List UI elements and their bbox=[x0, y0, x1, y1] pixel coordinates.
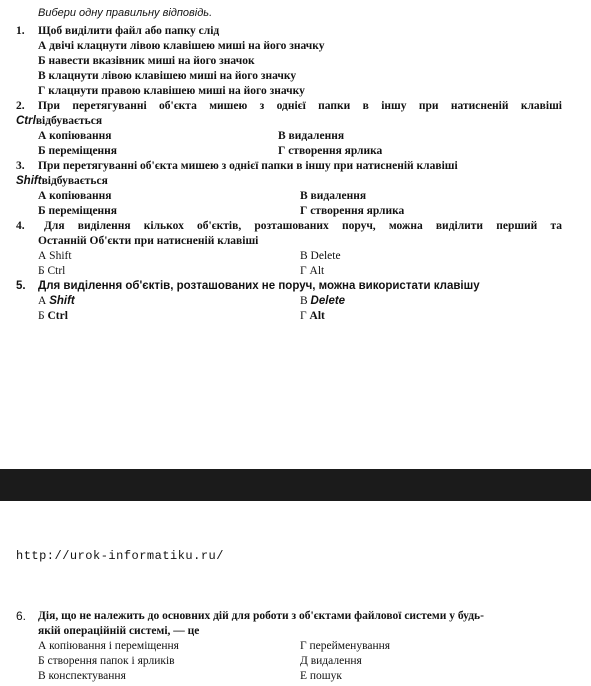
question-5-option-b bbox=[38, 309, 68, 323]
instruction-text: Вибери одну правильну відповідь. bbox=[38, 7, 213, 19]
question-3-option-b: Б переміщення bbox=[38, 205, 118, 217]
question-5-option-c bbox=[300, 294, 345, 308]
question-2-option-d: Г створення ярлика bbox=[278, 145, 383, 157]
question-5-option-d-letter: Г bbox=[300, 310, 307, 322]
question-2-suffix: відбувається bbox=[35, 115, 103, 127]
question-3-key: Shift bbox=[16, 175, 42, 187]
question-3-number: 3. bbox=[16, 160, 25, 172]
question-4-option-b: Б Ctrl bbox=[38, 265, 66, 277]
question-5-option-a-letter: А bbox=[38, 295, 47, 307]
question-4-text-line1: Для виділення кількох об'єктів, розташованих поруч, можна виділити перший та bbox=[44, 220, 562, 232]
question-1-option-d: Г клацнути правою клавішею миші на його значку bbox=[38, 85, 305, 97]
question-4-option-d: Г Alt bbox=[300, 265, 325, 277]
question-1-option-c: В клацнути лівою клавішею миші на його значку bbox=[38, 70, 297, 82]
question-3-suffix: відбувається bbox=[41, 175, 108, 187]
question-4-number: 4. bbox=[16, 220, 25, 232]
question-6-option-b: Б створення папок і ярликів bbox=[38, 655, 175, 667]
question-2-key: Ctrl bbox=[16, 115, 36, 127]
question-6-option-c: В конспектування bbox=[38, 670, 126, 682]
question-3-text-line1: При перетягуванні об'єкта мишею з однієї папки в іншу при натисненій клавіші bbox=[38, 160, 458, 172]
question-1-number: 1. bbox=[16, 25, 25, 37]
question-6-option-a: А копіювання і переміщення bbox=[38, 640, 179, 652]
question-2-option-c: В видалення bbox=[278, 130, 345, 142]
question-3-text-line2 bbox=[16, 174, 108, 188]
question-5-option-d-key: Alt bbox=[309, 310, 325, 322]
question-5-option-c-key: Delete bbox=[310, 295, 346, 307]
question-1-option-b: Б навести вказівник миші на його значок bbox=[38, 55, 255, 67]
question-6-option-f: Е пошук bbox=[300, 670, 342, 682]
question-4-option-c: В Delete bbox=[300, 250, 341, 262]
question-1-text: Щоб виділити файл або папку слід bbox=[38, 25, 220, 37]
question-2-option-b: Б переміщення bbox=[38, 145, 118, 157]
question-2-option-a: А копіювання bbox=[38, 130, 112, 142]
question-4-option-a: А Shift bbox=[38, 250, 72, 262]
question-5-option-b-key: Ctrl bbox=[47, 310, 68, 322]
question-2-text-line1: При перетягуванні об'єкта мишею з однієї папки в іншу при натисненій клавіші bbox=[38, 100, 562, 112]
question-3-option-d: Г створення ярлика bbox=[300, 205, 405, 217]
question-6-text-line1: Дія, що не належить до основних дій для роботи з об'єктами файлової системи у будь- bbox=[38, 610, 484, 622]
question-5-text: Для виділення об'єктів, розташованих не поруч, можна використати клавішу bbox=[38, 280, 480, 292]
page-divider-bar bbox=[0, 469, 591, 501]
question-6-option-d: Г перейменування bbox=[300, 640, 391, 652]
question-5-number: 5. bbox=[16, 280, 26, 292]
question-4-text-line2: Останній Об'єкти при натисненій клавіші bbox=[38, 235, 259, 247]
question-5-option-d bbox=[300, 309, 325, 323]
question-6-number: 6. bbox=[16, 609, 27, 623]
question-1-option-a: А двічі клацнути лівою клавішею миші на його значку bbox=[38, 40, 325, 52]
question-6-option-e: Д видалення bbox=[300, 655, 362, 667]
question-2-number: 2. bbox=[16, 100, 25, 112]
question-5-option-b-letter: Б bbox=[38, 310, 45, 322]
question-2-text-line2 bbox=[16, 114, 102, 128]
question-6-text-line2: якій операційній системі, — це bbox=[38, 625, 200, 637]
question-5-option-c-letter: В bbox=[300, 295, 308, 307]
source-url: http://urok-informatiku.ru/ bbox=[16, 549, 224, 563]
question-3-option-a: А копіювання bbox=[38, 190, 112, 202]
question-3-option-c: В видалення bbox=[300, 190, 367, 202]
question-5-option-a-key: Shift bbox=[49, 295, 75, 307]
question-5-option-a bbox=[38, 294, 75, 308]
